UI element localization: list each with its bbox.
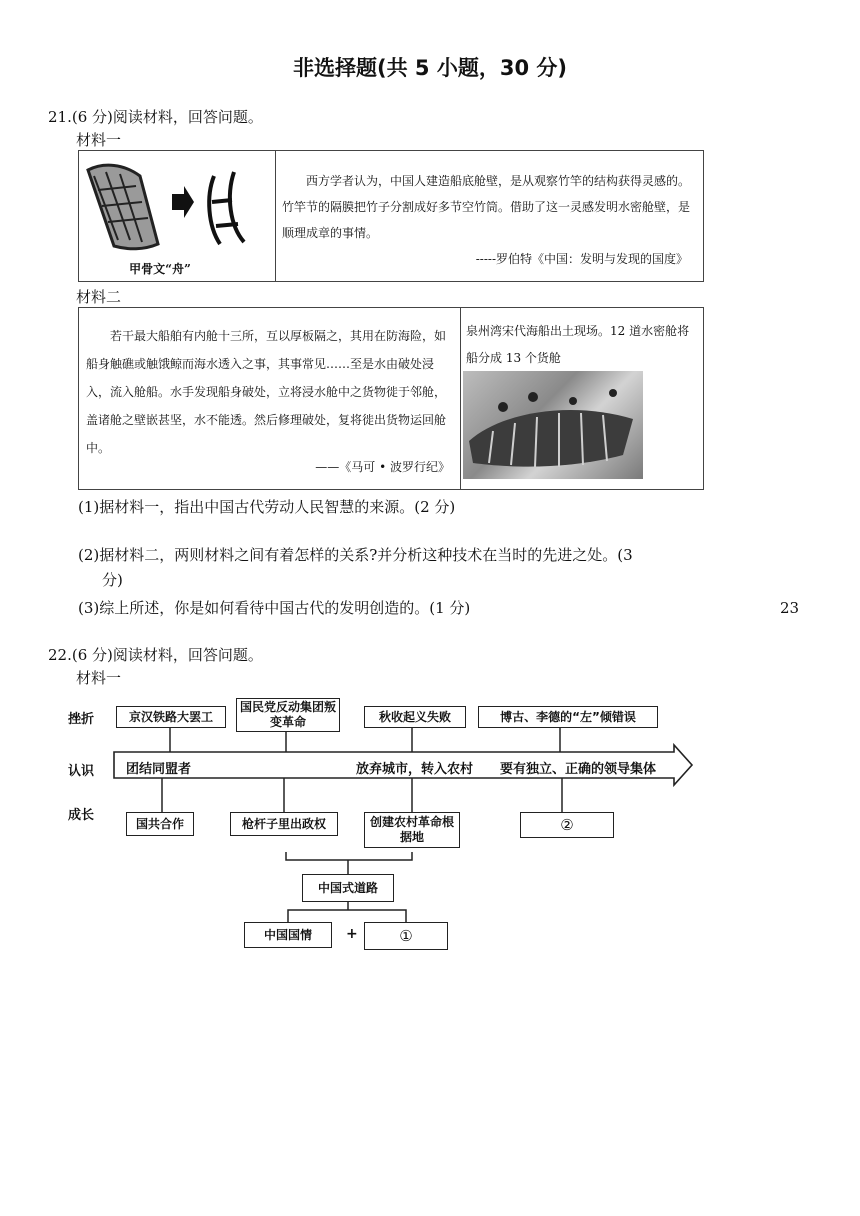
q22-stem: 22.(6 分)阅读材料，回答问题。 <box>48 646 263 664</box>
q21-material2-source: ——《马可 • 波罗行纪》 <box>315 460 450 474</box>
plus-sign: + <box>346 926 358 942</box>
setback-box-2: 国民党反动集团叛变革命 <box>236 698 340 732</box>
arrow-text-1: 团结同盟者 <box>126 762 192 777</box>
row-label-growth: 成长 <box>68 808 95 823</box>
row-label-understanding: 认识 <box>68 764 95 779</box>
china-road-box: 中国式道路 <box>302 874 394 902</box>
photo-caption: 泉州湾宋代海船出土现场。12 道水密舱将船分成 13 个货舱 <box>466 324 690 365</box>
national-conditions-box: 中国国情 <box>244 922 332 948</box>
setback-box-4: 博古、李德的“左”倾错误 <box>478 706 658 728</box>
q21-material2-text: 若干最大船舶有内舱十三所，互以厚板隔之，其用在防海险，如船身触礁或触饿鲸而海水透入之事，其事常见……至是水由破处浸入，流入舱船。水手发现船身破处，立将浸水舱中之货物徙于邻舱，盖诸舱之壁嵌甚坚，水不能透。然后修理破处，复将徙出货物运回舱中。 <box>86 329 447 455</box>
setback-box-3: 秋收起义失败 <box>364 706 466 728</box>
growth-box-1: 国共合作 <box>126 812 194 836</box>
q21-sub2-continued: 分) <box>102 571 123 589</box>
q21-material1-label: 材料一 <box>76 131 122 149</box>
q21-material2-label: 材料二 <box>76 288 122 306</box>
q21-stem: 21.(6 分)阅读材料，回答问题。 <box>48 108 263 126</box>
row-label-setback: 挫折 <box>68 712 95 727</box>
oracle-caption: 甲骨文“舟” <box>129 262 191 276</box>
q22-material1-label: 材料一 <box>76 669 122 687</box>
arrow-text-3: 要有独立、正确的领导集体 <box>500 762 657 777</box>
page-number: 23 <box>780 599 800 617</box>
setback-box-1: 京汉铁路大罢工 <box>116 706 226 728</box>
q21-sub1: (1)据材料一，指出中国古代劳动人民智慧的来源。(2 分) <box>78 498 456 516</box>
growth-blank-2[interactable]: ② <box>520 812 614 838</box>
q21-material1-source: -----罗伯特《中国：发明与发现的国度》 <box>475 252 688 266</box>
section-title: 非选择题(共 5 小题，30 分) <box>293 56 567 80</box>
growth-box-3: 创建农村革命根据地 <box>364 812 460 848</box>
q21-sub2: (2)据材料二，两则材料之间有着怎样的关系?并分析这种技术在当时的先进之处。(3 <box>78 546 633 564</box>
q21-material1-text: 西方学者认为，中国人建造船底舱壁，是从观察竹竿的结构获得灵感的。竹竿节的隔膜把竹子分割成好多节空竹筒。借助了这一灵感发明水密舱壁，是顺理成章的事情。 <box>282 174 691 240</box>
arrow-text-2: 放弃城市，转入农村 <box>356 762 474 777</box>
q21-sub3: (3)综上所述，你是如何看待中国古代的发明创造的。(1 分) <box>78 599 471 617</box>
growth-box-2: 枪杆子里出政权 <box>230 812 338 836</box>
blank-1-box[interactable]: ① <box>364 922 448 950</box>
